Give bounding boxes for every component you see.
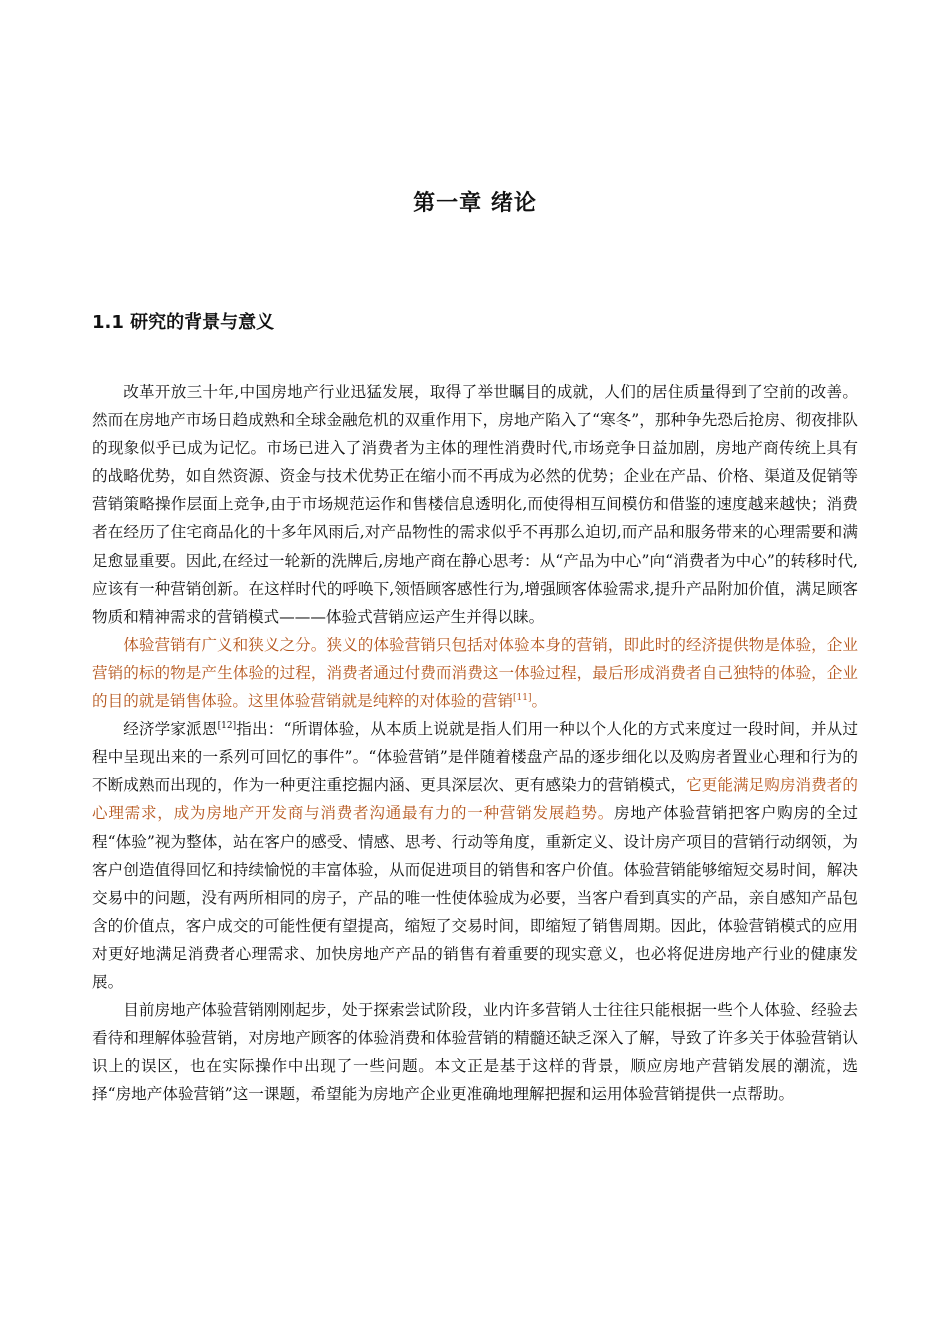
body-text xyxy=(92,378,858,1108)
paragraph-3-lead: 经济学家派恩 xyxy=(123,720,218,739)
paragraph-3-part-c: 房地产体验营销把客户购房的全过程“体验”视为整体，站在客户的感受、情感、思考、行动等角度，重新定义、设计房产项目的营销行动纲领，为客户创造值得回忆和持续愉悦的丰富体验，从而促进项目的销售和客户价值。体验营销能够缩短交易时间，解决交易中的问题，没有两所相同的房子，产品的唯一性使体验成为必要，当客户看到真实的产品，亲自感知产品包含的价值点，客户成交的可能性便有望提高，缩短了交易时间，即缩短了销售周期。因此，体验营销模式的应用对更好地满足消费者心理需求、加快房地产产品的销售有着重要的现实意义，也必将促进房地产行业的健康发展。 xyxy=(92,804,858,991)
paragraph-2 xyxy=(92,631,858,715)
section-title: 1.1 研究的背景与意义 xyxy=(92,312,275,333)
paragraph-1: 改革开放三十年,中国房地产行业迅猛发展，取得了举世瞩目的成就，人们的居住质量得到了空前的改善。然而在房地产市场日趋成熟和全球金融危机的双重作用下，房地产陷入了“寒冬”，那种争先恐后抢房、彻夜排队的现象似乎已成为记忆。市场已进入了消费者为主体的理性消费时代,市场竞争日益加剧，房地产商传统上具有的战略优势，如自然资源、资金与技术优势正在缩小而不再成为必然的优势；企业在产品、价格、渠道及促销等营销策略操作层面上竞争,由于市场规范运作和售楼信息透明化,而使得相互间模仿和借鉴的速度越来越快；消费者在经历了住宅商品化的十多年风雨后,对产品物性的需求似乎不再那么迫切,而产品和服务带来的心理需要和满足愈显重要。因此,在经过一轮新的洗牌后,房地产商在静心思考：从“产品为中心”向“消费者为中心”的转移时代,应该有一种营销创新。在这样时代的呼唤下,领悟顾客感性行为,增强顾客体验需求,提升产品附加价值，满足顾客物质和精神需求的营销模式———体验式营销应运产生并得以睐。 xyxy=(92,383,858,626)
paragraph-3-highlight: 它更能满足购房消费者的心理需求，成为房地产开发商与消费者沟通最有力的一种营销发展趋势。 xyxy=(92,776,858,823)
chapter-title: 第一章 绪论 xyxy=(413,191,537,216)
paragraph-3-part-b: 指出：“所谓体验，从本质上说就是指人们用一种以个人化的方式来度过一段时间，并从过程中呈现出来的一系列可回忆的事件”。“体验营销”是伴随着楼盘产品的逐步细化以及购房者置业心理和行为的不断成熟而出现的，作为一种更注重挖掘内涵、更具深层次、更有感染力的营销模式， xyxy=(92,720,858,795)
citation-ref-11: [11] xyxy=(513,693,532,704)
paragraph-3 xyxy=(92,715,858,996)
paragraph-2-end: 。 xyxy=(531,692,548,711)
paragraph-2-text: 体验营销有广义和狭义之分。狭义的体验营销只包括对体验本身的营销，即此时的经济提供物是体验，企业营销的标的物是产生体验的过程，消费者通过付费而消费这一体验过程，最后形成消费者自己独特的体验，企业的目的就是销售体验。这里体验营销就是纯粹的对体验的营销 xyxy=(92,635,858,711)
paragraph-4: 目前房地产体验营销刚刚起步，处于探索尝试阶段，业内许多营销人士往往只能根据一些个人体验、经验去看待和理解体验营销，对房地产顾客的体验消费和体验营销的精髓还缺乏深入了解，导致了许多关于体验营销认识上的误区，也在实际操作中出现了一些问题。本文正是基于这样的背景，顺应房地产营销发展的潮流，选择“房地产体验营销”这一课题，希望能为房地产企业更准确地理解把握和运用体验营销提供一点帮助。 xyxy=(92,1001,858,1104)
citation-ref-12: [12] xyxy=(217,721,237,732)
